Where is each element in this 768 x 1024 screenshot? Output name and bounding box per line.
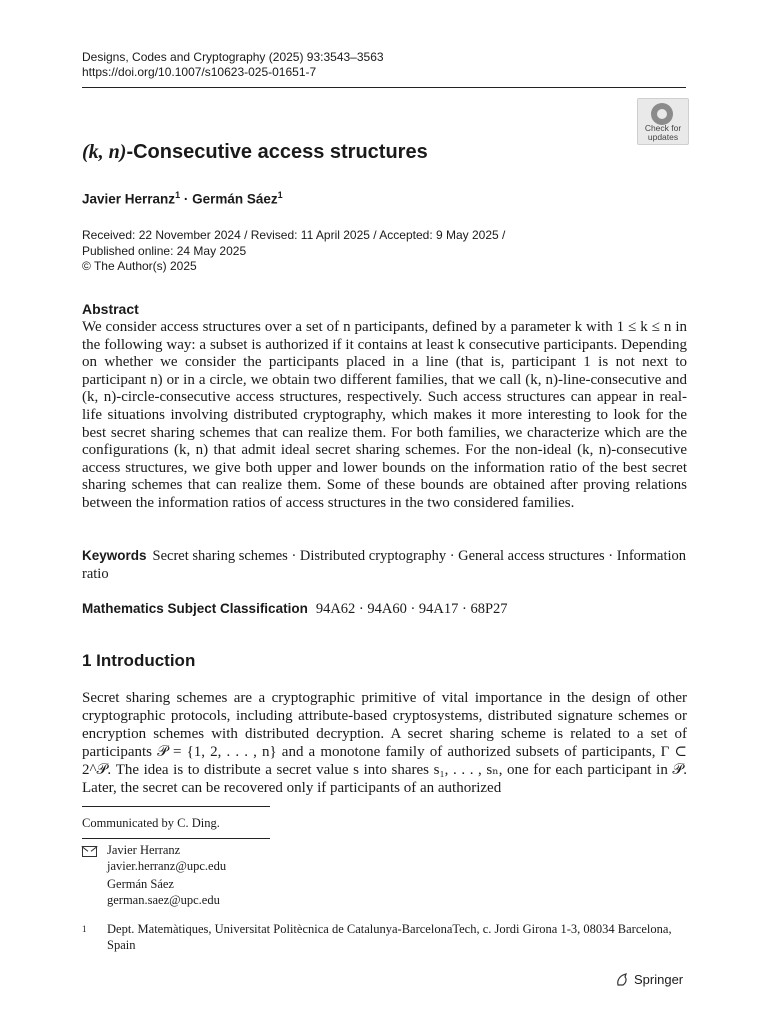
intro-text: Secret sharing schemes are a cryptographic primitive of vital importance in the design of other cryptographic protocols, including attribute-based cryptosystems, distributed signature schemes or encryption schemes with distributed decryption. A secret sharing scheme is related to a set of participants 𝒫 = {1, 2, . . . , n} and a monotone family of authorized subsets of participants, Γ ⊂ 2^𝒫. The idea is to distribute a secret value s into shares s₁, . . . , sₙ, one for each participant in 𝒫. Later, the secret can be recovered only if participants of an authorized: [82, 690, 687, 796]
author-name: Germán Sáez: [192, 191, 278, 207]
footnote-rule: [82, 806, 270, 807]
publication-history: [82, 228, 505, 275]
abstract-heading: Abstract: [82, 301, 139, 317]
msc-classification: [82, 600, 508, 618]
crossmark-icon: [651, 103, 673, 125]
journal-header: [82, 50, 384, 80]
history-line: Published online: 24 May 2025: [82, 243, 247, 258]
affiliation-text: Dept. Matemàtiques, Universitat Politècnica de Catalunya-BarcelonaTech, c. Jordi Girona 1-3, 08034 Barcelona, Spain: [107, 922, 672, 952]
contact-name: Germán Sáez: [107, 877, 174, 891]
abstract-text: We consider access structures over a set of n participants, defined by a parameter k with 1 ≤ k ≤ n in the following way: a subset is authorized if it contains at least k consecutive participants. Depending on whether we consider the participants placed in a line (that is, participant 1 is not next to participant n) or in a circle, we obtain two different families, that we call (k, n)-line-consecutive and (k, n)-circle-consecutive access structures, respectively. Such access structures can appear in real-life situations involving distributed cryptography, which makes it more interesting to look for the best secret sharing schemes that can realize them. For both families, we characterize which are the configurations (k, n) that admit ideal secret sharing schemes. For the non-ideal (k, n)-consecutive access structures, we give both upper and lower bounds on the information ratio of the best secret sharing schemes that can realize them. Some of these bounds are obtained after proving relations between the information ratios of access structures in the two considered families.: [82, 319, 687, 511]
journal-citation: Designs, Codes and Cryptography (2025) 93:3543–3563: [82, 50, 384, 64]
paper-title: (k, n)-Consecutive access structures: [82, 141, 428, 163]
check-for-updates-badge[interactable]: [637, 98, 689, 145]
contact-name: Javier Herranz: [107, 843, 181, 857]
publisher-name: Springer: [634, 972, 684, 987]
contact-entry: [107, 877, 220, 908]
copyright-line: © The Author(s) 2025: [82, 259, 197, 273]
doi-link[interactable]: https://doi.org/10.1007/s10623-025-01651-7: [82, 65, 317, 79]
contact-email[interactable]: german.saez@upc.edu: [107, 892, 220, 907]
footnote-rule: [82, 838, 270, 839]
footnote-number: 1: [82, 924, 87, 934]
section-heading: 1 Introduction: [82, 651, 196, 670]
contact-email[interactable]: javier.herranz@upc.edu: [107, 858, 227, 873]
keywords-label: Keywords: [82, 548, 147, 563]
header-rule: [82, 87, 686, 88]
springer-horse-icon: [615, 973, 629, 987]
msc-label: Mathematics Subject Classification: [82, 601, 308, 616]
contact-entry: [107, 843, 226, 874]
author-name: Javier Herranz: [82, 191, 176, 207]
author-affil: 1: [175, 190, 181, 200]
envelope-icon: [82, 846, 97, 857]
keywords: [82, 547, 687, 583]
publisher-logo: [615, 972, 683, 987]
author-separator: ·: [183, 191, 189, 207]
communicated-by: Communicated by C. Ding.: [82, 816, 220, 830]
keywords-text: Secret sharing schemes · Distributed cryptography · General access structures · Information ratio: [82, 548, 687, 582]
author-list: [82, 186, 283, 209]
badge-label: Check for updates: [644, 123, 682, 142]
history-line: Received: 22 November 2024 / Revised: 11 April 2025 / Accepted: 9 May 2025 /: [82, 228, 506, 242]
author-affil: 1: [277, 190, 283, 200]
msc-codes: 94A62 · 94A60 · 94A17 · 68P27: [315, 601, 508, 617]
